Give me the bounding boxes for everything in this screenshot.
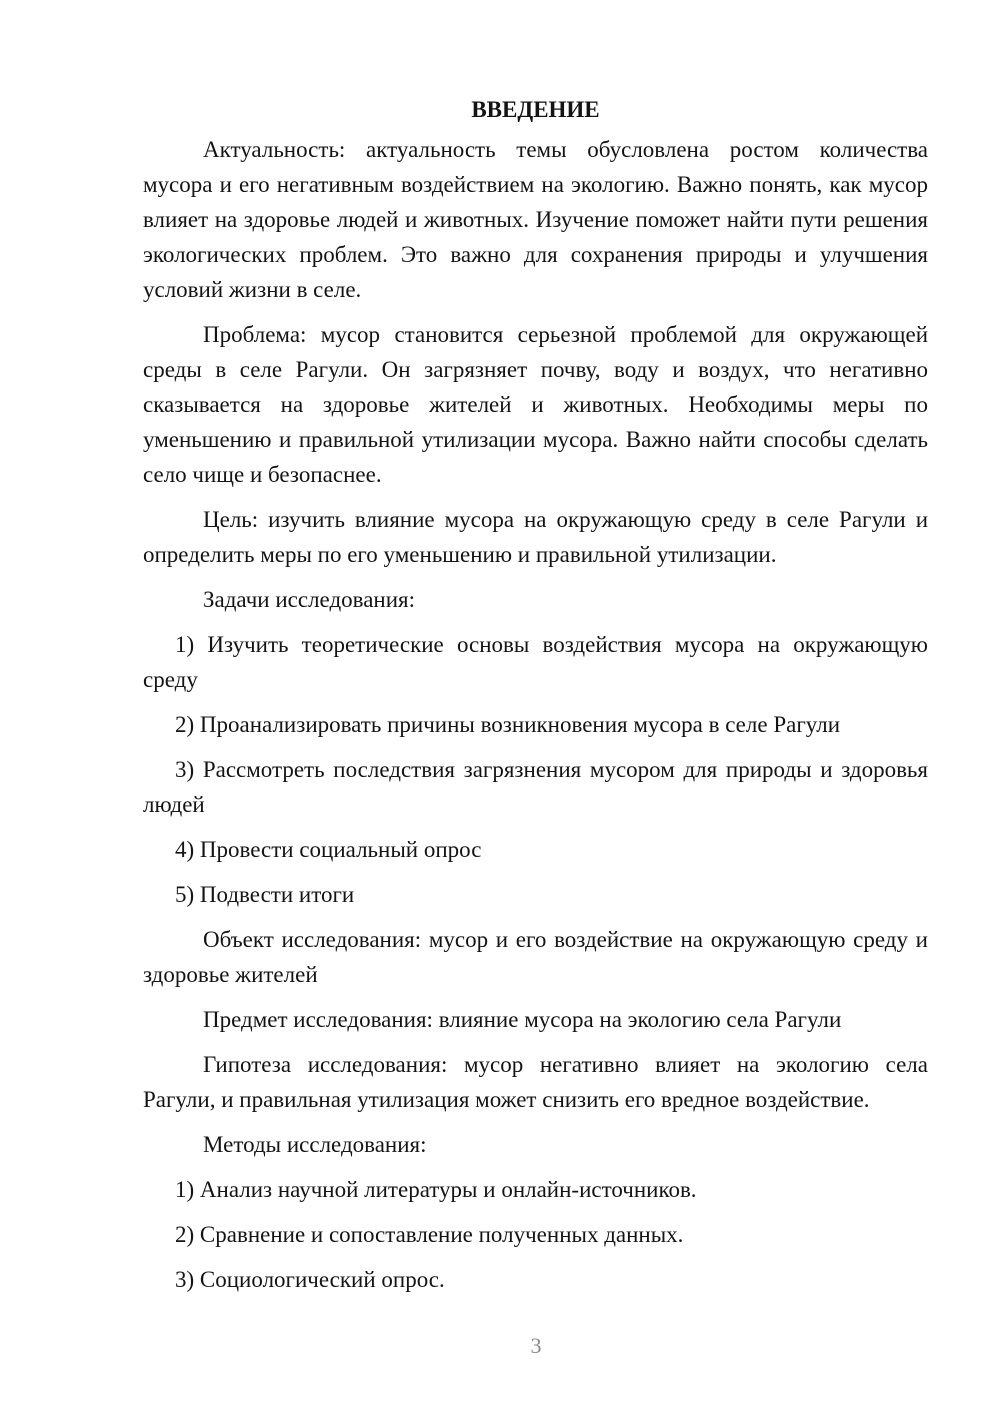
- document-page: [143, 92, 928, 1307]
- task-item: 3) Рассмотреть последствия загрязнения мусором для природы и здоровья людей: [143, 757, 928, 817]
- method-item: 3) Социологический опрос.: [175, 1267, 445, 1292]
- method-item: 1) Анализ научной литературы и онлайн-источников.: [175, 1177, 697, 1202]
- hypothesis-paragraph: Гипотеза исследования: мусор негативно влияет на экологию села Рагули, и правильная утилизация может снизить его вредное воздействие.: [143, 1052, 928, 1112]
- relevance-paragraph: Актуальность: актуальность темы обусловлена ростом количества мусора и его негативным воздействием на экологию. Важно понять, как мусор влияет на здоровье людей и животных. Изучение поможет найти пути решения экологических проблем. Это важно для сохранения природы и улучшения условий жизни в селе.: [143, 137, 928, 302]
- goal-paragraph: Цель: изучить влияние мусора на окружающую среду в селе Рагули и определить меры по его уменьшению и правильной утилизации.: [143, 507, 928, 567]
- subject-paragraph: Предмет исследования: влияние мусора на экологию села Рагули: [203, 1007, 842, 1032]
- task-item: 5) Подвести итоги: [175, 882, 355, 907]
- task-item: 1) Изучить теоретические основы воздействия мусора на окружающую среду: [143, 632, 928, 692]
- tasks-heading: Задачи исследования:: [203, 587, 416, 612]
- object-paragraph: Объект исследования: мусор и его воздействие на окружающую среду и здоровье жителей: [143, 927, 928, 987]
- task-item: 4) Провести социальный опрос: [175, 837, 482, 862]
- task-item: 2) Проанализировать причины возникновения мусора в селе Рагули: [175, 712, 841, 737]
- methods-heading: Методы исследования:: [203, 1132, 427, 1157]
- section-title: ВВЕДЕНИЕ: [471, 97, 600, 122]
- method-item: 2) Сравнение и сопоставление полученных данных.: [175, 1222, 684, 1247]
- page-number: 3: [530, 1333, 542, 1358]
- problem-paragraph: Проблема: мусор становится серьезной проблемой для окружающей среды в селе Рагули. Он загрязняет почву, воду и воздух, что негативно сказывается на здоровье жителей и животных. Необходимы меры по уменьшению и правильной утилизации мусора. Важно найти способы сделать село чище и безопаснее.: [143, 322, 928, 487]
